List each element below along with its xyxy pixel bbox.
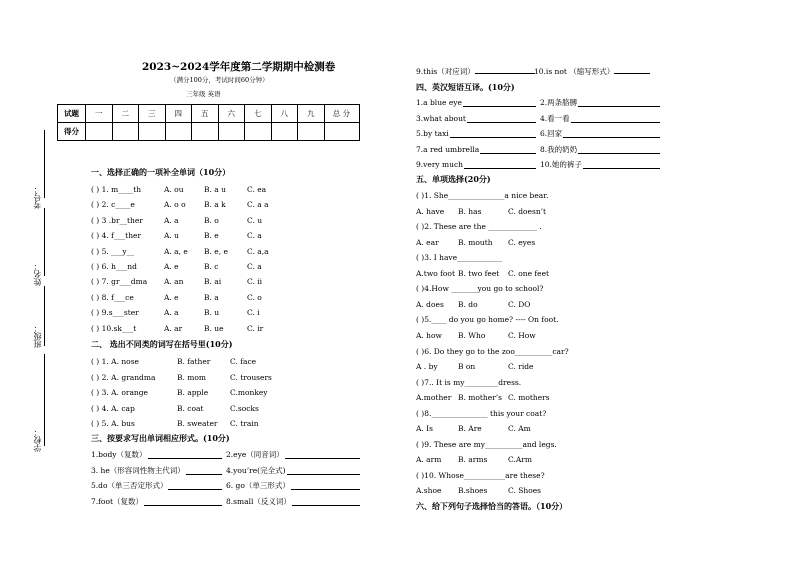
s2-option-b: B. apple	[177, 388, 209, 397]
s5-option-a: A.two foot	[416, 268, 455, 278]
s2-question[interactable]: ( ) 3. A. orange	[91, 388, 148, 397]
s1-option-a: A. a	[164, 308, 179, 318]
exam-subtitle: （满分100分，考试时间60分钟）	[170, 76, 269, 84]
answer-blank[interactable]	[480, 147, 536, 154]
s5-option-c: C.Arm	[508, 455, 532, 465]
s5-question[interactable]: ( )4.How _______you go to school?	[416, 284, 544, 294]
s3-item-10	[534, 67, 650, 76]
score-cell: 七	[245, 105, 272, 123]
s1-option-b: B. e	[204, 231, 219, 241]
s2-option-c: C. train	[230, 419, 259, 428]
answer-blank[interactable]	[148, 452, 222, 459]
name-line	[44, 208, 45, 276]
answer-blank[interactable]	[571, 116, 660, 123]
s2-option-b: B. mom	[177, 372, 207, 382]
s4-left-phrase: 3.what about	[416, 113, 466, 123]
s1-option-c: C. ir	[247, 323, 264, 333]
school-line	[44, 354, 45, 446]
s1-question[interactable]: ( ) 4. f___ther	[91, 231, 142, 241]
s3-left-label: 5.do（单三否定形式）	[91, 481, 168, 491]
s3-right-label: 4.you’re(完全式)	[226, 465, 286, 475]
answer-blank[interactable]	[563, 131, 660, 138]
s5-question[interactable]: ( )9. These are my__________and legs.	[416, 439, 557, 449]
s1-option-b: B. ue	[204, 323, 224, 333]
s1-option-c: C. a	[247, 231, 262, 241]
s1-question[interactable]: ( ) 3 .br__ther	[91, 215, 143, 225]
score-input-cell[interactable]	[271, 123, 298, 141]
s2-option-c: C. face	[230, 357, 257, 366]
section-6-title: 六、给下列句子选择恰当的答语。（10分）	[416, 501, 568, 511]
answer-blank[interactable]	[464, 162, 536, 169]
exam-title: 2023~2024学年度第二学期期中检测卷	[142, 61, 336, 73]
s4-right-phrase: 2.两条胳膊	[540, 98, 578, 107]
score-table-score-row	[58, 123, 360, 141]
s1-option-c: C. u	[247, 215, 263, 225]
s1-option-a: A. ou	[164, 185, 184, 194]
score-cell: 总 分	[324, 105, 359, 123]
s5-option-b: B. do	[458, 299, 478, 309]
s5-option-b: B. mother’s	[458, 393, 503, 403]
s5-option-b: B. Are	[458, 424, 482, 434]
answer-blank[interactable]	[144, 499, 222, 506]
s5-option-a: A.shoe	[416, 486, 442, 496]
s2-question[interactable]: ( ) 5. A. bus	[91, 419, 135, 428]
answer-blank[interactable]	[285, 452, 360, 459]
answer-blank[interactable]	[168, 483, 222, 490]
section-2-title: 二、 选出不同类的词写在括号里(10分)	[91, 339, 233, 349]
s1-option-b: B. ai	[204, 277, 222, 287]
s5-question[interactable]: ( )1. She_______________a nice bear.	[416, 191, 549, 200]
s2-option-c: C.monkey	[230, 388, 268, 397]
score-input-cell[interactable]	[298, 123, 325, 141]
score-row-label: 得分	[58, 123, 86, 141]
s1-option-c: C. ea	[247, 185, 267, 194]
s1-option-b: B. o	[204, 215, 219, 225]
s5-option-a: A.mother	[416, 393, 452, 403]
section-4-title: 四、英汉短语互译。(10分)	[416, 82, 515, 92]
s3-left-label: 7.foot（复数）	[91, 496, 143, 506]
answer-blank[interactable]	[583, 162, 660, 169]
section-1-title: 一、选择正确的一项补全单词（10分）	[91, 167, 231, 177]
class-label: 班级：	[33, 324, 42, 348]
s5-option-b: B. two feet	[458, 268, 500, 278]
s1-question[interactable]: ( ) 10.sk___t	[91, 323, 137, 333]
s5-option-c: C. Am	[508, 424, 531, 434]
s1-option-b: B. a	[204, 292, 219, 302]
class-line	[44, 286, 45, 346]
s2-option-c: C. trousers	[230, 372, 272, 382]
s4-right-phrase: 6.回家	[540, 129, 563, 138]
s5-option-c: C. How	[508, 330, 536, 340]
score-table	[57, 104, 360, 141]
s1-option-c: C. ii	[247, 277, 263, 287]
s1-question[interactable]: ( ) 8. f___ce	[91, 292, 134, 302]
s3-right-label: 2.eye（同音词）	[226, 450, 284, 459]
score-cell: 六	[218, 105, 245, 123]
s2-option-b: B. father	[177, 357, 211, 366]
answer-blank[interactable]	[291, 483, 360, 490]
score-table-header-row	[58, 105, 360, 123]
s2-question[interactable]: ( ) 1. A. nose	[91, 357, 139, 366]
s1-option-c: C. a,a	[247, 246, 269, 256]
s2-option-c: C.socks	[230, 403, 259, 413]
s1-option-b: B. u	[204, 308, 220, 318]
answer-blank[interactable]	[450, 131, 536, 138]
s5-option-b: B. mouth	[458, 237, 493, 247]
s2-option-b: B. sweater	[177, 419, 218, 428]
s4-left-phrase: 1.a blue eye	[416, 98, 462, 107]
score-cell: 一	[86, 105, 113, 123]
s5-option-c: C. eyes	[508, 237, 536, 247]
s5-option-b: B.shoes	[458, 486, 488, 496]
s1-option-b: B. e, e	[204, 246, 228, 256]
s3-item-10-label: 10.is not （缩写形式）	[534, 67, 615, 76]
s1-question[interactable]: ( ) 2. c____e	[91, 200, 135, 210]
s2-question[interactable]: ( ) 2. A. grandma	[91, 372, 156, 382]
score-cell: 三	[139, 105, 166, 123]
answer-blank[interactable]	[614, 67, 650, 74]
s1-question[interactable]: ( ) 5. ___y__	[91, 246, 135, 256]
answer-blank[interactable]	[186, 468, 222, 475]
s1-option-a: A. a, e	[164, 246, 188, 256]
s3-left-label: 1.body（复数）	[91, 450, 147, 459]
s5-option-a: A . by	[416, 362, 438, 371]
s3-item-9-label: 9.this（对应词）	[416, 67, 475, 76]
score-cell: 四	[165, 105, 192, 123]
s4-left-phrase: 7.a red umbrella	[416, 144, 480, 154]
answer-blank[interactable]	[578, 100, 660, 107]
s5-option-c: C. doesn’t	[508, 206, 547, 216]
school-label: 学校：	[33, 428, 42, 452]
s1-option-a: A. e	[164, 292, 179, 302]
score-input-cell[interactable]	[218, 123, 245, 141]
name-label: 姓名：	[33, 262, 42, 286]
s4-left-phrase: 5.by taxi	[416, 129, 449, 138]
s5-question[interactable]: ( )7.. It is my_________dress.	[416, 377, 522, 387]
answer-blank[interactable]	[467, 116, 536, 123]
exam-grade: 三年级 英语	[186, 90, 221, 98]
s3-right-label: 6. go（单三形式）	[226, 481, 290, 491]
s5-question[interactable]: ( )3. I have____________	[416, 253, 503, 263]
score-input-cell[interactable]	[139, 123, 166, 141]
s2-option-b: B. coat	[177, 403, 204, 413]
s5-option-b: B. Who	[458, 330, 486, 340]
s1-option-a: A. u	[164, 231, 180, 241]
s5-option-b: B. has	[458, 206, 482, 216]
score-cell: 九	[298, 105, 325, 123]
exam-number-label: 考号：	[33, 185, 42, 209]
score-cell: 二	[112, 105, 139, 123]
s5-option-a: A. arm	[416, 455, 442, 465]
s5-option-c: C. DO	[508, 299, 531, 309]
score-input-cell[interactable]	[165, 123, 192, 141]
score-input-cell[interactable]	[86, 123, 113, 141]
s4-right-phrase: 4.看一看	[540, 113, 570, 123]
s5-option-b: B on	[458, 362, 476, 371]
s1-option-a: A. a	[164, 215, 179, 225]
answer-blank[interactable]	[578, 147, 660, 154]
s1-question[interactable]: ( ) 9.s___ster	[91, 308, 139, 318]
s3-right-label: 8.small（反义词）	[226, 496, 291, 506]
s5-option-c: C. one feet	[508, 268, 550, 278]
s4-right-phrase: 10.她的裤子	[540, 160, 582, 169]
s1-option-a: A. e	[164, 262, 179, 271]
score-cell: 试题	[58, 105, 86, 123]
s1-question[interactable]: ( ) 6. h___nd	[91, 262, 137, 271]
s2-question[interactable]: ( ) 4. A. cap	[91, 403, 135, 413]
score-input-cell[interactable]	[324, 123, 359, 141]
s1-option-c: C. i	[247, 308, 260, 318]
s5-option-a: A. ear	[416, 237, 439, 247]
s1-option-b: B. a u	[204, 185, 226, 194]
s1-option-c: C. a a	[247, 200, 269, 210]
answer-blank[interactable]	[292, 499, 360, 506]
s1-option-a: A. an	[164, 277, 184, 287]
s5-option-c: C. ride	[508, 362, 534, 371]
s3-left-label: 3. he（形容词性物主代词）	[91, 465, 185, 475]
s5-option-a: A. have	[416, 206, 445, 216]
s4-right-phrase: 8.我的奶奶	[540, 144, 578, 154]
s5-question[interactable]: ( )10. Whose___________are these?	[416, 470, 545, 480]
s5-question[interactable]: ( )2. These are the _____________ .	[416, 222, 542, 232]
answer-blank[interactable]	[463, 100, 536, 107]
answer-blank[interactable]	[475, 67, 535, 74]
score-cell: 五	[192, 105, 219, 123]
answer-blank[interactable]	[287, 468, 361, 475]
s5-option-c: C. mothers	[508, 393, 550, 403]
s5-question[interactable]: ( )5.____ do you go home? ---- On foot.	[416, 315, 559, 325]
section-3-title: 三、按要求写出单词相应形式。(10分)	[91, 433, 230, 443]
s5-question[interactable]: ( )8._______________ this your coat?	[416, 408, 547, 418]
s5-option-a: A. how	[416, 330, 442, 340]
score-cell: 八	[271, 105, 298, 123]
s3-item-9	[416, 67, 535, 76]
score-input-cell[interactable]	[112, 123, 139, 141]
s1-option-a: A. o o	[164, 200, 186, 210]
s1-option-a: A. ar	[164, 323, 183, 333]
s1-option-c: C. a	[247, 262, 262, 271]
s5-option-a: A. does	[416, 299, 444, 309]
s1-question[interactable]: ( ) 1. m____th	[91, 185, 142, 194]
score-input-cell[interactable]	[245, 123, 272, 141]
s5-option-a: A. Is	[416, 424, 433, 434]
exam-number-line	[44, 130, 45, 198]
s5-option-b: B. arms	[458, 455, 488, 465]
s1-option-b: B. a k	[204, 200, 226, 210]
section-5-title: 五、单项选择(20分)	[416, 174, 491, 184]
s1-question[interactable]: ( ) 7. gr___dma	[91, 277, 148, 287]
score-input-cell[interactable]	[192, 123, 219, 141]
s5-question[interactable]: ( )6. Do they go to the zoo__________car?	[416, 346, 569, 356]
s5-option-c: C. Shoes	[508, 486, 542, 496]
s1-option-b: B. c	[204, 262, 219, 271]
s4-left-phrase: 9.very much	[416, 160, 464, 169]
s1-option-c: C. o	[247, 292, 262, 302]
